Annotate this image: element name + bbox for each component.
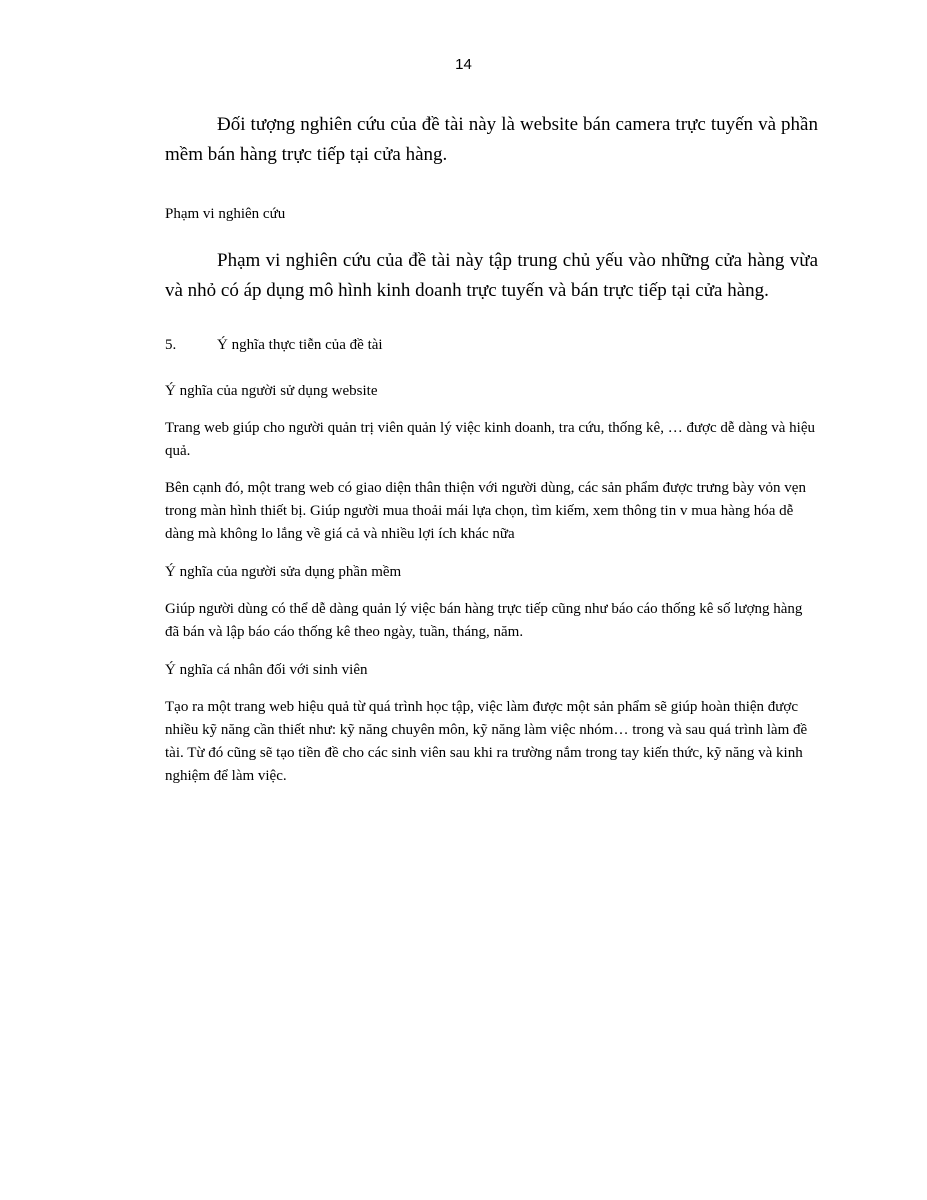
paragraph-scope: Phạm vi nghiên cứu của đề tài này tập trung chủ yếu vào những cửa hàng vừa và nhỏ có áp dụng mô hình kinh doanh trực tuyến và bán trực tiếp tại cửa hàng.: [165, 250, 818, 301]
paragraph-object-of-study: Đối tượng nghiên cứu của đề tài này là website bán camera trực tuyến và phần mềm bán hàng trực tiếp tại cửa hàng.: [165, 114, 818, 165]
section-5-heading: [165, 335, 818, 355]
section-number: 5.: [165, 337, 177, 353]
paragraph-website-2: Bên cạnh đó, một trang web có giao diện thân thiện với người dùng, các sản phẩm được trưng bày vỏn vẹn trong màn hình thiết bị. Giúp người mua thoải mái lựa chọn, tìm kiếm, xem thông tin v mua hàng hóa dễ dàng mà không lo lắng về giá cả và nhiều lợi ích khác nữa: [165, 480, 806, 542]
paragraph-website-1: Trang web giúp cho người quản trị viên quản lý việc kinh doanh, tra cứu, thống kê, … được dễ dàng và hiệu quả.: [165, 420, 815, 459]
heading-scope: Phạm vi nghiên cứu: [165, 206, 286, 222]
document-body: [165, 110, 818, 788]
heading-website-meaning: Ý nghĩa của người sử dụng website: [165, 383, 378, 399]
paragraph-student: Tạo ra một trang web hiệu quả từ quá trình học tập, việc làm được một sản phẩm sẽ giúp hoàn thiện được nhiều kỹ năng cần thiết như: kỹ năng chuyên môn, kỹ năng làm việc nhóm… trong và sau quá trình làm đề tài. Từ đó cũng sẽ tạo tiền đề cho các sinh viên sau khi ra trường nắm trong tay kiến thức, kỹ năng và kinh nghiệm để làm việc.: [165, 699, 808, 784]
page-number: 14: [455, 56, 472, 73]
paragraph-software: Giúp người dùng có thể dễ dàng quản lý việc bán hàng trực tiếp cũng như báo cáo thống kê số lượng hàng đã bán và lập báo cáo thống kê theo ngày, tuần, tháng, năm.: [165, 601, 803, 640]
section-title: Ý nghĩa thực tiễn của đề tài: [217, 337, 383, 353]
heading-student-meaning: Ý nghĩa cá nhân đối với sinh viên: [165, 662, 368, 678]
heading-software-meaning: Ý nghĩa của người sửa dụng phần mềm: [165, 564, 402, 580]
